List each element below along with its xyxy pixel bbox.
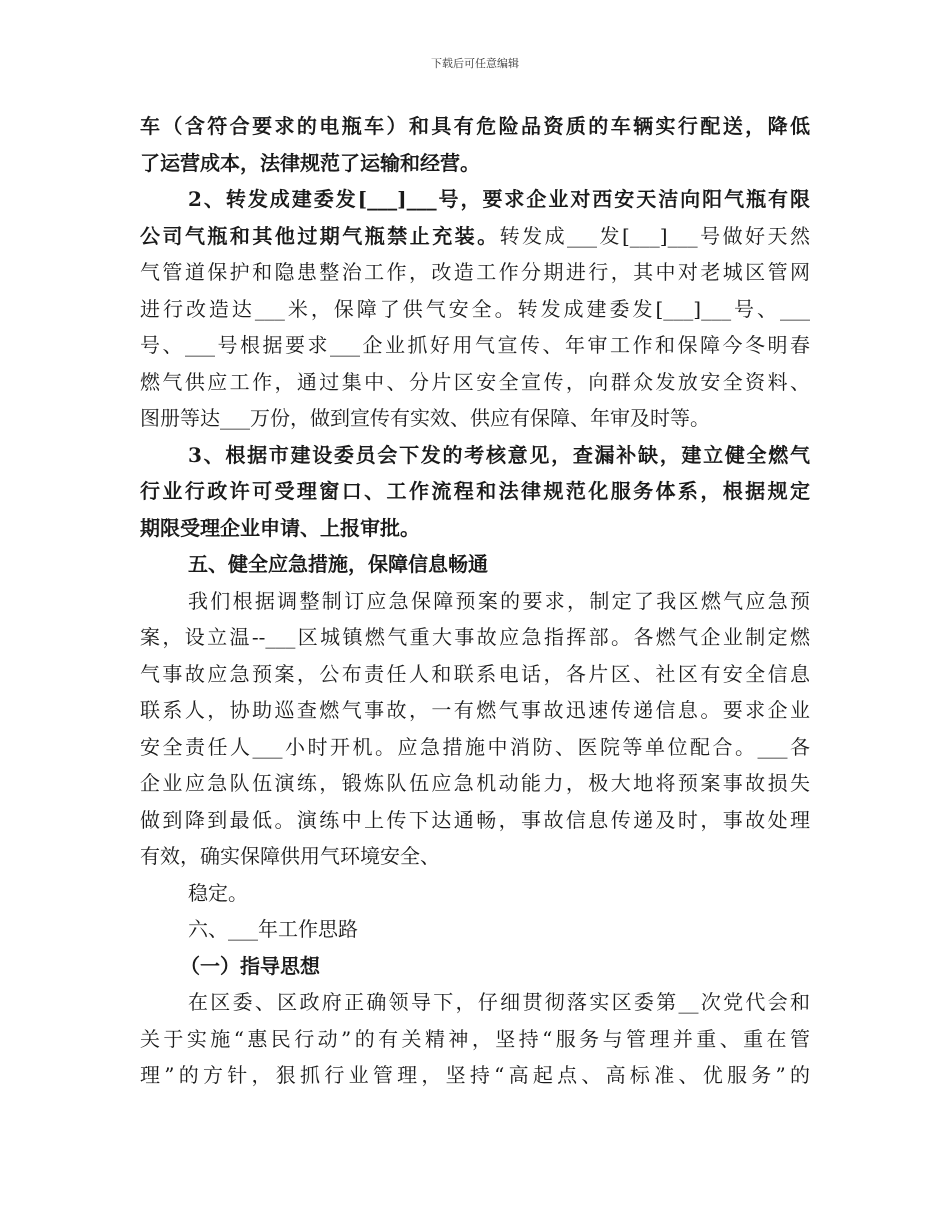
- page-header: 下载后可任意编辑: [431, 57, 519, 70]
- paragraph-line: 做到降到最低。演练中上传下达通畅，事故信息传递及时，事故处理: [140, 807, 810, 832]
- paragraph-line: 有效，确实保障供用气环境安全、: [140, 844, 440, 868]
- subsection-heading: （一）指导思想: [180, 953, 320, 978]
- paragraph-line: 了运营成本，法律规范了运输和经营。: [140, 150, 480, 175]
- document-body: [140, 108, 810, 1094]
- paragraph-line: 期限受理企业申请、上报审批。: [140, 515, 420, 540]
- paragraph-line: 进行改造达___米，保障了供气安全。转发成建委发[___]___号、___: [140, 296, 810, 321]
- paragraph-line: 燃气供应工作，通过集中、分片区安全宣传，向群众发放安全资料、: [140, 369, 810, 394]
- paragraph-line: 案，设立温--___区城镇燃气重大事故应急指挥部。各燃气企业制定燃: [140, 625, 810, 649]
- bold-run: 公司气瓶和其他过期气瓶禁止充装。: [140, 223, 500, 248]
- paragraph-line: 图册等达___万份，做到宣传有实效、供应有保障、年审及时等。: [140, 406, 710, 430]
- paragraph-line: 联系人，协助巡查燃气事故，一有燃气事故迅速传递信息。要求企业: [140, 698, 810, 722]
- paragraph-line: 号、___号根据要求___企业抓好用气宣传、年审工作和保障今冬明春: [140, 333, 810, 357]
- paragraph-line: 关于实施“惠民行动”的有关精神，坚持“服务与管理并重、重在管: [140, 1026, 810, 1051]
- normal-run: 转发成___发[___]___号做好天然: [499, 223, 810, 248]
- paragraph-line: 行业行政许可受理窗口、工作流程和法律规范化服务体系，根据规定: [140, 479, 810, 503]
- paragraph-line: 稳定。: [188, 880, 248, 905]
- paragraph-line: [140, 218, 810, 255]
- paragraph-line: 车（含符合要求的电瓶车）和具有危险品资质的车辆实行配送，降低: [140, 114, 810, 138]
- paragraph-line: 在区委、区政府正确领导下，仔细贯彻落实区委第__次党代会和: [188, 990, 810, 1014]
- paragraph-line: 2、转发成建委发[___]___号，要求企业对西安天洁向阳气瓶有限: [188, 187, 810, 211]
- section-heading: 六、___年工作思路: [188, 917, 358, 941]
- paragraph-line: 企业应急队伍演练，锻炼队伍应急机动能力，极大地将预案事故损失: [140, 771, 810, 795]
- paragraph-line: 我们根据调整制订应急保障预案的要求，制定了我区燃气应急预: [188, 588, 810, 613]
- paragraph-line: 气管道保护和隐患整治工作，改造工作分期进行，其中对老城区管网: [140, 260, 810, 284]
- paragraph-line: 理”的方针，狠抓行业管理，坚持“高起点、高标准、优服务”的: [140, 1063, 810, 1087]
- paragraph-line: 安全责任人___小时开机。应急措施中消防、医院等单位配合。___各: [140, 734, 810, 759]
- section-heading: 五、健全应急措施，保障信息畅通: [188, 552, 488, 576]
- paragraph-line: 3、根据市建设委员会下发的考核意见，查漏补缺，建立健全燃气: [188, 442, 810, 467]
- paragraph-line: 气事故应急预案，公布责任人和联系电话，各片区、社区有安全信息: [140, 661, 810, 686]
